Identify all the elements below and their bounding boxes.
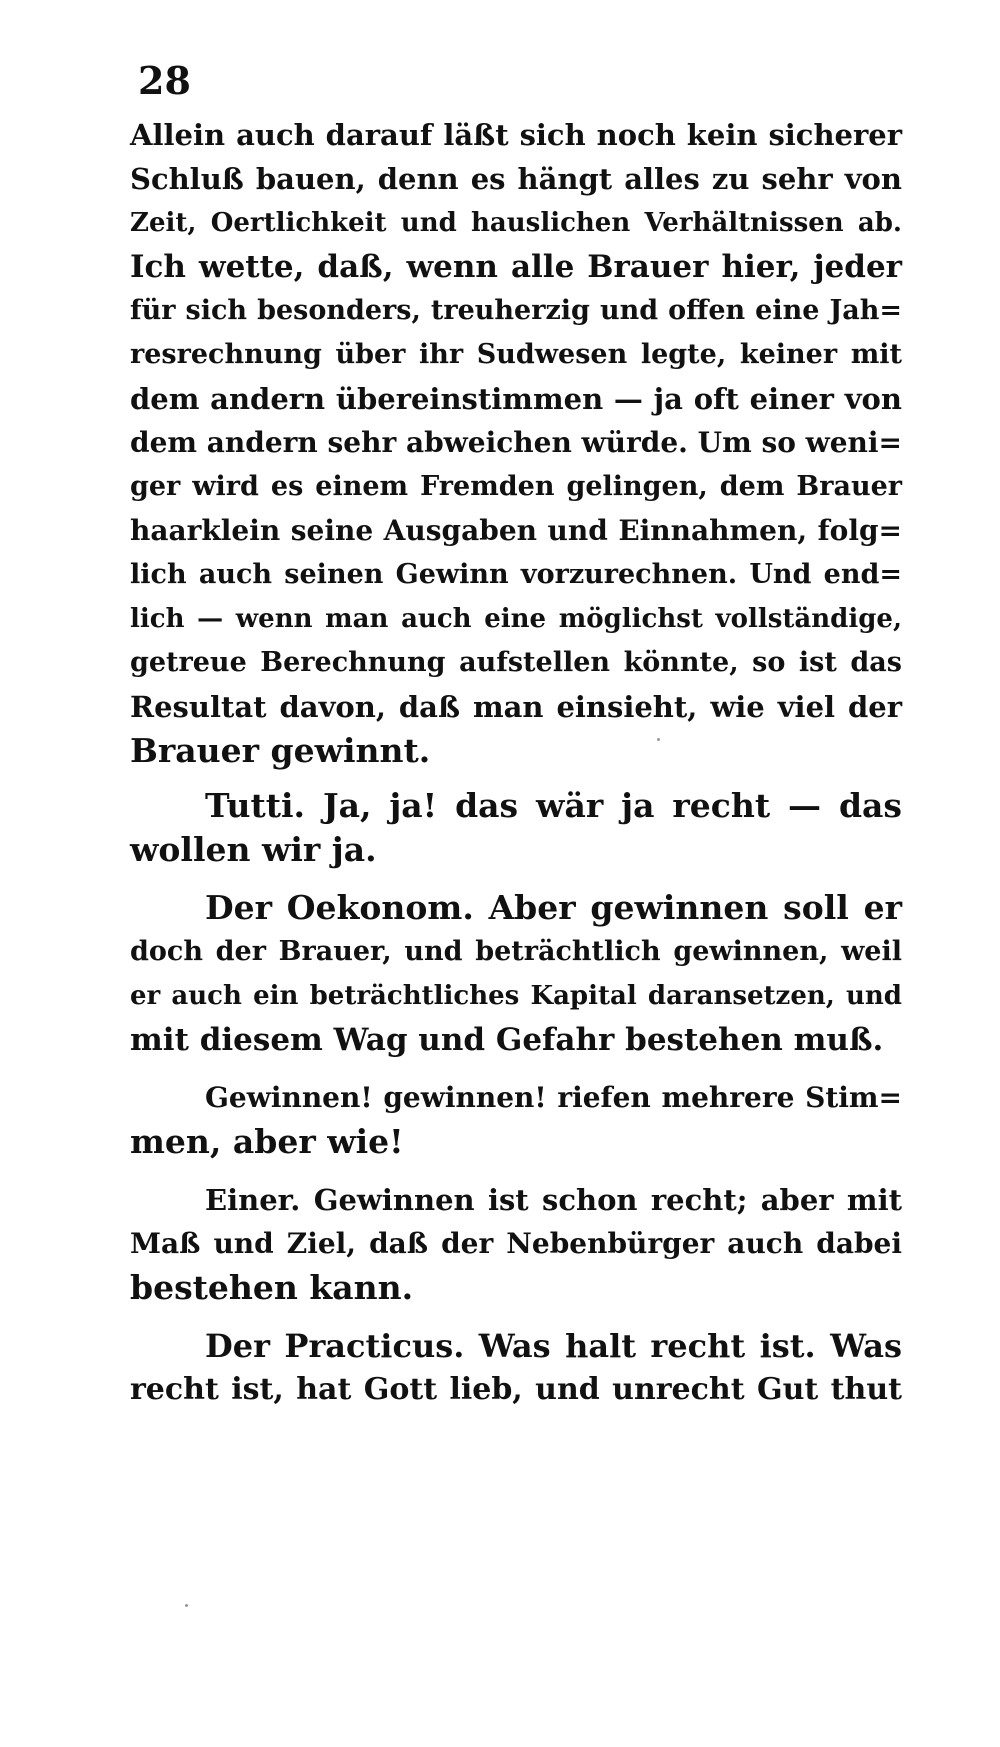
text-line: Allein auch darauf läßt sich noch kein sicherer xyxy=(130,118,902,152)
text-line: Zeit, Oertlichkeit und hauslichen Verhältnissen ab. xyxy=(130,208,902,238)
text-line: dem andern sehr abweichen würde. Um so weni= xyxy=(130,426,903,459)
text-line: ger wird es einem Fremden gelingen, dem Brauer xyxy=(130,471,902,502)
text-line: für sich besonders, treuherzig und offen eine Jah= xyxy=(130,295,902,326)
text-line: doch der Brauer, und beträchtlich gewinnen, weil xyxy=(130,936,902,967)
text-line: recht ist, hat Gott lieb, und unrecht Gut thut xyxy=(130,1372,902,1407)
print-speck xyxy=(185,1604,188,1607)
text-line: resrechnung über ihr Sudwesen legte, keiner mit xyxy=(130,339,902,370)
dialogue-line: Einer. Gewinnen ist schon recht; aber mit xyxy=(205,1183,902,1217)
text-line: lich — wenn man auch eine möglichst vollständige, xyxy=(130,604,902,634)
text-line: Brauer gewinnt. xyxy=(130,731,431,770)
text-line: wollen wir ja. xyxy=(130,830,377,869)
text-line: haarklein seine Ausgaben und Einnahmen, folg= xyxy=(130,514,902,547)
text-line: er auch ein beträchtliches Kapital daransetzen, und xyxy=(130,981,902,1011)
text-line: Ich wette, daß, wenn alle Brauer hier, jeder xyxy=(130,249,902,285)
text-line: mit diesem Wag und Gefahr bestehen muß. xyxy=(130,1022,884,1058)
dialogue-line: Tutti. Ja, ja! das wär ja recht — das xyxy=(205,786,902,825)
text-line: bestehen kann. xyxy=(130,1268,414,1307)
page-number: 28 xyxy=(138,58,191,103)
text-line: dem andern übereinstimmen — ja oft einer von xyxy=(130,382,902,416)
text-line: lich auch seinen Gewinn vorzurechnen. Und end= xyxy=(130,559,902,590)
dialogue-line: Der Practicus. Was halt recht ist. Was xyxy=(205,1327,902,1365)
text-line: Resultat davon, daß man einsieht, wie viel der xyxy=(130,690,902,724)
dialogue-line: Der Oekonom. Aber gewinnen soll er xyxy=(205,888,902,927)
text-line: men, aber wie! xyxy=(130,1122,404,1161)
dialogue-line: Gewinnen! gewinnen! riefen mehrere Stim= xyxy=(205,1081,902,1114)
text-line: Maß und Ziel, daß der Nebenbürger auch dabei xyxy=(130,1227,902,1260)
text-line: Schluß bauen, denn es hängt alles zu sehr von xyxy=(130,162,902,196)
print-speck xyxy=(657,738,660,741)
text-line: getreue Berechnung aufstellen könnte, so ist das xyxy=(130,647,902,678)
